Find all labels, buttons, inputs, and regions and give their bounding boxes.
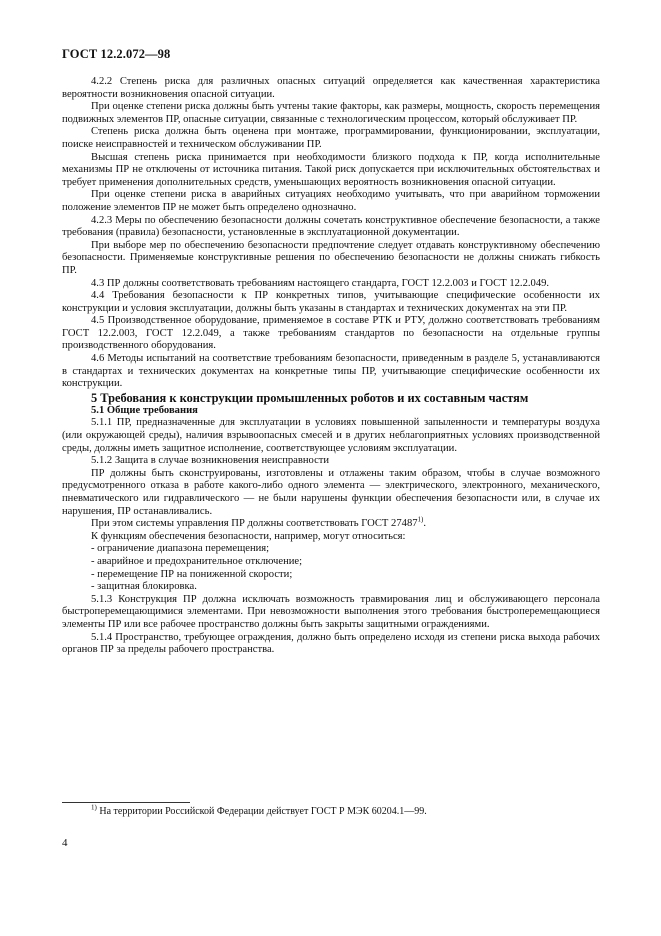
- paragraph: 5.1.2 Защита в случае возникновения неисправности: [91, 455, 330, 467]
- footnote-ref[interactable]: 1): [417, 515, 424, 524]
- paragraph: 4.2.3 Меры по обеспечению безопасности должны сочетать конструктивное обеспечение безопасности, а также требования (правила) безопасности, установленные в эксплуатационной документации.: [62, 214, 600, 239]
- gost-reference-end: .: [423, 518, 427, 530]
- footnote-text: На территории Российской Федерации действует ГОСТ Р МЭК 60204.1—99.: [96, 806, 427, 817]
- subsection-heading: 5.1 Общие требования: [91, 404, 198, 416]
- gost-reference-text: При этом системы управления ПР должны соответствовать ГОСТ 27487: [91, 518, 418, 530]
- paragraph: 4.3 ПР должны соответствовать требованиям настоящего стандарта, ГОСТ 12.2.003 и ГОСТ 12.2.049.: [91, 277, 550, 289]
- list-item: - ограничение диапазона перемещения;: [91, 543, 270, 555]
- paragraph: 4.5 Производственное оборудование, применяемое в составе РТК и РТУ, должно соответствовать требованиям ГОСТ 12.2.003, ГОСТ 12.2.049, а также требованиям стандартов по безопасности на отдельные группы производственного оборудования.: [62, 315, 600, 352]
- section-heading: 5 Требования к конструкции промышленных роботов и их составным частям: [91, 390, 529, 405]
- paragraph: Высшая степень риска принимается при необходимости близкого подхода к ПР, когда исполнительные механизмы ПР не отключены от источника питания. Такой риск допускается при исключительных обстоятельствах и требует применения дополнительных средств, уменьшающих вероятность возникновения опасной ситуации.: [62, 151, 600, 188]
- paragraph: Степень риска должна быть оценена при монтаже, программировании, функционировании, эксплуатации, поиске неисправностей и техническом обслуживании ПР.: [62, 126, 600, 150]
- paragraph: 4.6 Методы испытаний на соответствие требованиям безопасности, приведенным в разделе 5, устанавливаются в стандартах и технических документах на конкретные типы ПР, учитывающие специфические особенности их конструкции.: [62, 353, 600, 390]
- footnote-marker: 1): [91, 803, 97, 812]
- paragraph: ПР должны быть сконструированы, изготовлены и отлажены таким образом, чтобы в случае возможного предусмотренного отказа в работе какого-либо одного элемента — электрического, электронного, механического, пневматического или гидравлического — не были нарушены функции обеспечения безопасности или, в случае их нарушения, ПР останавливались.: [62, 467, 600, 517]
- document-body: [62, 76, 600, 657]
- list-item: - перемещение ПР на пониженной скорости;: [91, 568, 293, 580]
- paragraph: 4.2.2 Степень риска для различных опасных ситуаций определяется как качественная характеристика вероятности возникновения опасной ситуации.: [62, 76, 600, 100]
- paragraph: 5.1.3 Конструкция ПР должна исключать возможность травмирования лиц и обслуживающего персонала быстроперемещающимися элементами. При невозможности выполнения этого требования быстроперемещающиеся элементы ПР или все рабочее пространство должны быть закрыты защитными ограждениями.: [62, 593, 600, 630]
- paragraph: К функциям обеспечения безопасности, например, могут относиться:: [91, 530, 406, 542]
- paragraph: 5.1.4 Пространство, требующее ограждения, должно быть определено исходя из степени риска выхода рабочих органов ПР за пределы рабочего пространства.: [62, 631, 600, 656]
- list-item: - аварийное и предохранительное отключение;: [91, 555, 303, 567]
- paragraph-gost-reference: [62, 515, 600, 531]
- document-header: ГОСТ 12.2.072—98: [62, 47, 171, 61]
- paragraph: При оценке степени риска должны быть учтены такие факторы, как размеры, мощность, скорость перемещения подвижных элементов ПР, опасные ситуации, связанные с технологическим процессом, который обслуживает ПР.: [62, 101, 600, 125]
- paragraph: 4.4 Требования безопасности к ПР конкретных типов, учитывающие специфические особенности их конструкции и условия эксплуатации, должны быть указаны в стандартах и технических документах на эти ПР.: [62, 290, 600, 314]
- footnote-divider: [62, 802, 190, 803]
- footnote: [62, 803, 600, 818]
- page-number: 4: [62, 837, 68, 849]
- paragraph: При выборе мер по обеспечению безопасности предпочтение следует отдавать конструктивному обеспечению безопасности. Применяемые конструктивные решения по обеспечению безопасности не должны снижать гибкость ПР.: [62, 239, 600, 276]
- paragraph: При оценке степени риска в аварийных ситуациях необходимо учитывать, что при аварийном торможении положение элементов ПР не может быть определено однозначно.: [62, 189, 600, 213]
- list-item: - защитная блокировка.: [91, 581, 197, 593]
- paragraph: 5.1.1 ПР, предназначенные для эксплуатации в условиях повышенной запыленности и температуры воздуха (или окружающей среды), наличия взрывоопасных смесей и в других неблагоприятных условиях производственной среды, должны иметь защитное исполнение, соответствующее условиям эксплуатации.: [62, 417, 600, 454]
